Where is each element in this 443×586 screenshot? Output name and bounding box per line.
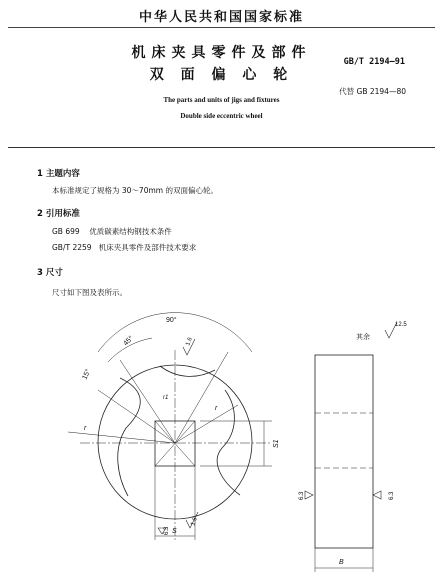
- side-roughness-left-value: 6.3: [299, 491, 305, 500]
- document-title-line1: 机床夹具零件及部件: [131, 45, 312, 61]
- standard-number: GB/T 2194—91: [343, 57, 405, 67]
- side-view-outline: [315, 355, 373, 548]
- angle-15-label: 15°: [81, 368, 93, 381]
- s1-label: S1: [273, 439, 280, 448]
- section-2-heading: 2 引用标准: [37, 209, 80, 219]
- ray-45: [120, 360, 175, 443]
- b-label: B: [339, 559, 344, 566]
- side-roughness-right-value: 6.3: [389, 491, 395, 500]
- roughness-left-value: 6.3: [164, 526, 170, 535]
- qiyu-label: 其余: [356, 334, 370, 341]
- left-cam-profile: [118, 378, 140, 496]
- section-1-heading: 1 主题内容: [37, 169, 80, 179]
- section-3-heading: 3 尺寸: [37, 268, 63, 278]
- section-3-body: 尺寸如下图及表所示。: [52, 288, 127, 297]
- document-title-line2: 双 面 偏 心 轮: [149, 67, 294, 83]
- roughness-top-value: 1.6: [185, 336, 194, 347]
- radius-r-left-label: r: [84, 425, 87, 432]
- s-label: S: [172, 528, 177, 535]
- content-divider: [8, 147, 435, 148]
- roughness-bottom-value: 1.6: [190, 516, 199, 527]
- angle-45-label: 45°: [122, 334, 135, 348]
- radius-r-right: [175, 405, 238, 443]
- side-roughness-left: [305, 491, 313, 499]
- replaces-standard: 代替 GB 2194—80: [339, 87, 406, 96]
- radius-r-right-label: r: [215, 405, 218, 412]
- general-roughness-value: 12.5: [395, 322, 407, 328]
- eccentric-wheel-drawing: [0, 300, 443, 586]
- national-standard-title: 中华人民共和国国家标准: [138, 10, 304, 25]
- english-title-line2: Double side eccentric wheel: [180, 112, 263, 120]
- reference-gb699: GB 699 优质碳素结构钢技术条件: [52, 227, 172, 236]
- english-title-line1: The parts and units of jigs and fixtures: [163, 96, 280, 104]
- reference-gbt2259: GB/T 2259 机床夹具零件及部件技术要求: [52, 243, 197, 252]
- section-1-body: 本标准规定了规格为 30～70mm 的双面偏心轮。: [52, 186, 218, 195]
- side-roughness-right: [373, 491, 381, 499]
- radius-r-left: [68, 432, 175, 443]
- radius-r1-label: r1: [163, 395, 169, 401]
- top-cam-profile: [160, 366, 215, 376]
- header-divider: [8, 27, 435, 28]
- angle-90-label: 90°: [166, 317, 177, 324]
